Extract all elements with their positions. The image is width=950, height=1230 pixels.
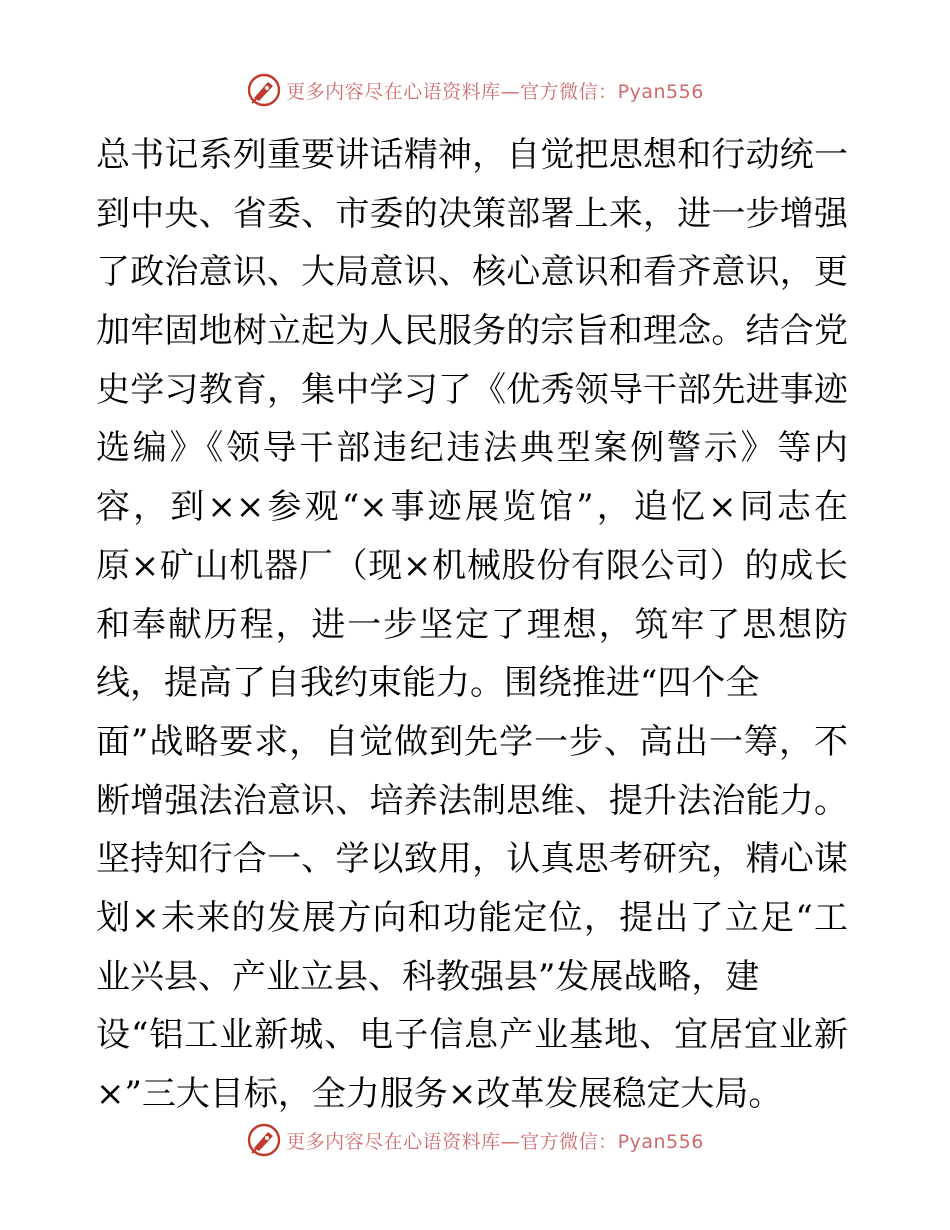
text-line: 和奉献历程，进一步坚定了理想，筑牢了思想防: [96, 604, 848, 645]
text-line: 原×矿山机器厂（现×机械股份有限公司）的成长: [96, 545, 848, 586]
footer-watermark: [0, 1120, 950, 1160]
text-line: 面”战略要求，自觉做到先学一步、高出一筹，不: [96, 721, 848, 762]
pen-nib-circle-icon: [246, 1122, 282, 1158]
document-body: [96, 126, 856, 1124]
text-line: 了政治意识、大局意识、核心意识和看齐意识，更: [96, 252, 848, 293]
text-line: 业兴县、产业立县、科教强县”发展战略，建: [96, 956, 760, 997]
text-line: 总书记系列重要讲话精神，自觉把思想和行动统一: [96, 135, 848, 175]
text-line: 断增强法治意识、培养法制思维、提升法治能力。: [96, 780, 848, 821]
text-line: 线，提高了自我约束能力。围绕推进“四个全: [96, 663, 760, 704]
text-line: 容，到××参观“×事迹展览馆”，追忆×同志在: [96, 487, 848, 528]
header-watermark: [0, 70, 950, 110]
text-line: 划×未来的发展方向和功能定位，提出了立足“工: [96, 897, 848, 938]
text-line: 设“铝工业新城、电子信息产业基地、宜居宜业新: [96, 1015, 848, 1056]
pen-nib-circle-icon: [246, 72, 282, 108]
watermark-text: 更多内容尽在心语资料库—官方微信：Pyan556: [286, 80, 704, 103]
text-line: 坚持知行合一、学以致用，认真思考研究，精心谋: [96, 839, 848, 880]
text-line: 选编》《领导干部违纪违法典型案例警示》等内: [96, 428, 848, 469]
text-line: 加牢固地树立起为人民服务的宗旨和理念。结合党: [96, 311, 848, 352]
text-line: ×”三大目标，全力服务×改革发展稳定大局。: [96, 1074, 783, 1114]
text-line: 到中央、省委、市委的决策部署上来，进一步增强: [96, 193, 848, 234]
watermark-text: 更多内容尽在心语资料库—官方微信：Pyan556: [286, 1130, 704, 1153]
text-line: 史学习教育，集中学习了《优秀领导干部先进事迹: [96, 369, 848, 410]
